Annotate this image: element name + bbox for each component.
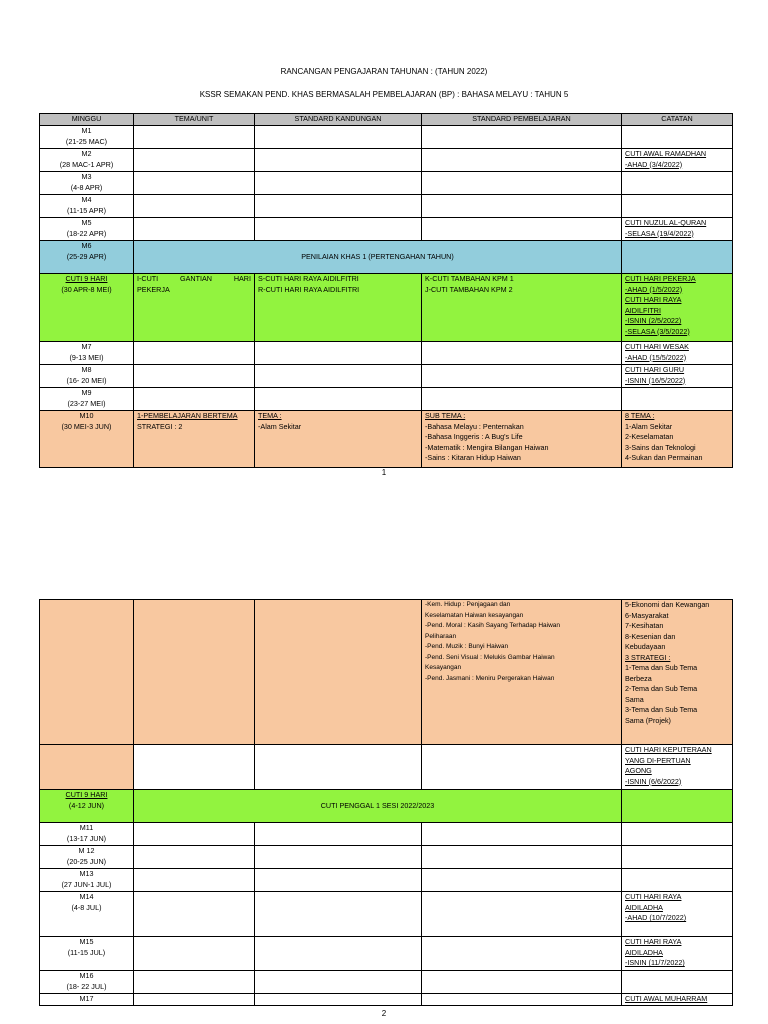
minggu-cell: M10 (30 MEI-3 JUN) — [40, 411, 134, 468]
pembelajaran-cell: SUB TEMA : -Bahasa Melayu : Penternakan -Bahasa Inggeris : A Bug's Life -Matematik : Mengira Bilangan Haiwan -Sains : Kitaran Hidup Haiwan — [422, 411, 622, 468]
plan-table-page1 — [39, 113, 733, 468]
catatan-cell: CUTI HARI WESAK -AHAD (15/5/2022) — [622, 342, 733, 365]
plan-table-page2 — [39, 599, 733, 1006]
minggu-cell: M4 (11-15 APR) — [40, 195, 134, 218]
table-row-penilaian — [40, 241, 733, 274]
header-standard-kandungan: STANDARD KANDUNGAN — [255, 114, 422, 126]
table-row — [40, 869, 733, 892]
table-row — [40, 846, 733, 869]
catatan-cell: CUTI HARI PEKERJA -AHAD (1/5/2022) CUTI HARI RAYA AIDILFITRI -ISNIN (2/5/2022) -SELASA (3/5/2022) — [622, 274, 733, 342]
page-number-2: 2 — [381, 1009, 387, 1018]
catatan-cell: CUTI HARI RAYA AIDILADHA -ISNIN (11/7/2022) — [622, 937, 733, 971]
minggu-cell: M17 — [40, 994, 134, 1006]
table-row — [40, 892, 733, 937]
table-header-row — [40, 114, 733, 126]
pembelajaran-cell: K-CUTI TAMBAHAN KPM 1 J-CUTI TAMBAHAN KPM 2 — [422, 274, 622, 342]
table-row — [40, 342, 733, 365]
catatan-cell: 8 TEMA : 1-Alam Sekitar 2-Keselamatan 3-Sains dan Teknologi 4-Sukan dan Permainan — [622, 411, 733, 468]
minggu-cell: M3 (4-8 APR) — [40, 172, 134, 195]
minggu-cell: CUTI 9 HARI (30 APR-8 MEI) — [40, 274, 134, 342]
table-row-bertema-continued — [40, 600, 733, 745]
table-row — [40, 823, 733, 846]
catatan-cell: CUTI HARI GURU -ISNIN (16/5/2022) — [622, 365, 733, 388]
header-minggu: MINGGU — [40, 114, 134, 126]
minggu-cell: M1 (21-25 MAC) — [40, 126, 134, 149]
minggu-cell: M7 (9-13 MEI) — [40, 342, 134, 365]
header-standard-pembelajaran: STANDARD PEMBELAJARAN — [422, 114, 622, 126]
minggu-cell: M13 (27 JUN-1 JUL) — [40, 869, 134, 892]
catatan-cell: CUTI NUZUL AL-QURAN -SELASA (19/4/2022) — [622, 218, 733, 241]
page-number-1: 1 — [381, 468, 387, 477]
catatan-cell — [622, 126, 733, 149]
tema-cell: 1-PEMBELAJARAN BERTEMA STRATEGI : 2 — [134, 411, 255, 468]
minggu-cell: M5 (18-22 APR) — [40, 218, 134, 241]
table-row — [40, 126, 733, 149]
cuti-penggal-label: CUTI PENGGAL 1 SESI 2022/2023 — [134, 790, 622, 823]
catatan-cell: CUTI HARI KEPUTERAAN YANG DI-PERTUAN AGONG -ISNIN (6/6/2022) — [622, 745, 733, 790]
table-row — [40, 971, 733, 994]
table-row — [40, 365, 733, 388]
table-row-cuti-penggal — [40, 790, 733, 823]
table-row-bertema — [40, 411, 733, 468]
table-row — [40, 172, 733, 195]
minggu-cell: M11 (13-17 JUN) — [40, 823, 134, 846]
kandungan-cell: S-CUTI HARI RAYA AIDILFITRI R-CUTI HARI RAYA AIDILFITRI — [255, 274, 422, 342]
plan-title: RANCANGAN PENGAJARAN TAHUNAN : (TAHUN 2022) — [280, 67, 488, 76]
header-tema-unit: TEMA/UNIT — [134, 114, 255, 126]
table-row — [40, 745, 733, 790]
table-row — [40, 388, 733, 411]
catatan-cell: 5-Ekonomi dan Kewangan 6-Masyarakat 7-Kesihatan 8-Kesenian dan Kebudayaan 3 STRATEGI : 1-Tema dan Sub Tema Berbeza 2-Tema dan Sub Tema Sama 3-Tema dan Sub Tema Sama (Projek) — [622, 600, 733, 745]
minggu-cell: CUTI 9 HARI (4-12 JUN) — [40, 790, 134, 823]
minggu-cell: M 12 (20-25 JUN) — [40, 846, 134, 869]
minggu-cell: M15 (11-15 JUL) — [40, 937, 134, 971]
plan-subtitle: KSSR SEMAKAN PEND. KHAS BERMASALAH PEMBELAJARAN (BP) : BAHASA MELAYU : TAHUN 5 — [199, 90, 569, 99]
catatan-cell: CUTI AWAL MUHARRAM — [622, 994, 733, 1006]
table-row — [40, 218, 733, 241]
minggu-cell: M2 (28 MAC-1 APR) — [40, 149, 134, 172]
table-row — [40, 937, 733, 971]
penilaian-khas-label: PENILAIAN KHAS 1 (PERTENGAHAN TAHUN) — [134, 241, 622, 274]
table-row-cuti — [40, 274, 733, 342]
header-catatan: CATATAN — [622, 114, 733, 126]
minggu-cell: M16 (18- 22 JUL) — [40, 971, 134, 994]
minggu-cell: M9 (23-27 MEI) — [40, 388, 134, 411]
tema-cell: I-CUTI GANTIAN HARI PEKERJA — [134, 274, 255, 342]
pembelajaran-cell: -Kem. Hidup : Penjagaan dan Keselamatan Haiwan kesayangan -Pend. Moral : Kasih Sayang Terhadap Haiwan Peliharaan -Pend. Muzik : Bunyi Haiwan -Pend. Seni Visual : Melukis Gambar Haiwan Kesayangan -Pend. Jasmani : Meniru Pergerakan Haiwan — [422, 600, 622, 745]
catatan-cell: CUTI HARI RAYA AIDILADHA -AHAD (10/7/2022) — [622, 892, 733, 937]
table-row — [40, 195, 733, 218]
table-row — [40, 149, 733, 172]
table-row — [40, 994, 733, 1006]
minggu-cell: M6 (25-29 APR) — [40, 241, 134, 274]
kandungan-cell: TEMA : -Alam Sekitar — [255, 411, 422, 468]
minggu-cell: M8 (16- 20 MEI) — [40, 365, 134, 388]
minggu-cell: M14 (4-8 JUL) — [40, 892, 134, 937]
catatan-cell: CUTI AWAL RAMADHAN -AHAD (3/4/2022) — [622, 149, 733, 172]
